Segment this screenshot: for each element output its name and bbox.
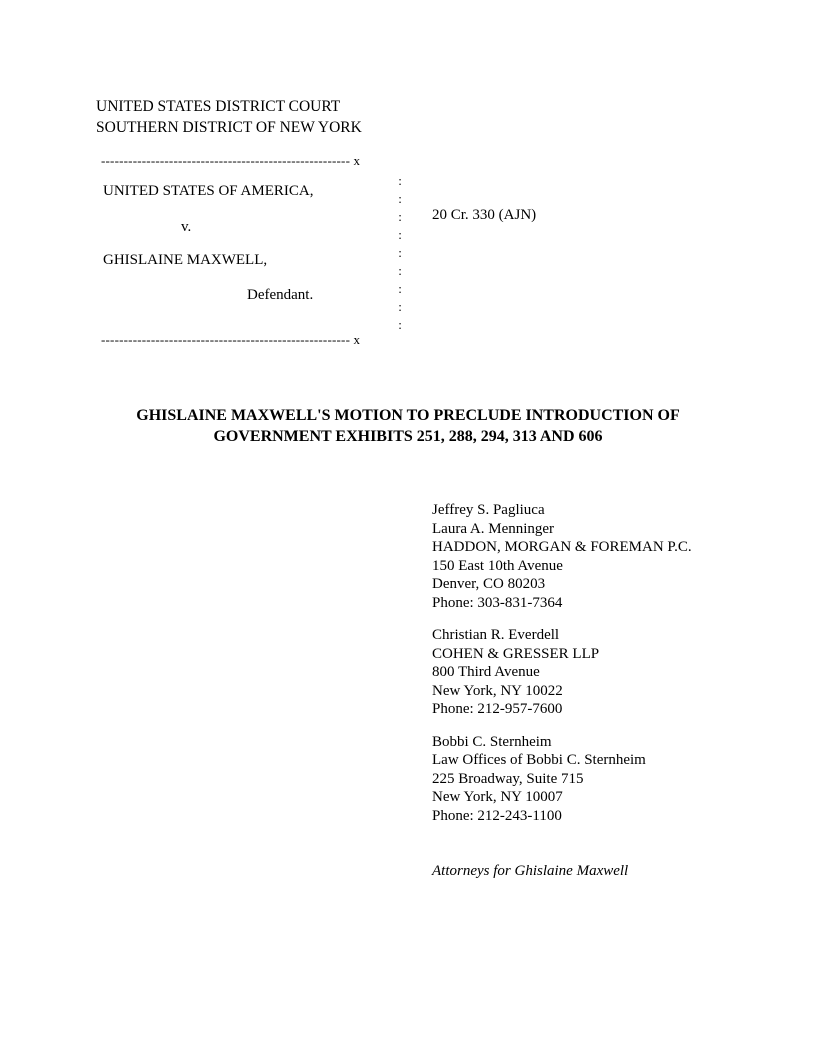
counsel-attorney-name: Christian R. Everdell — [432, 627, 560, 643]
court-name: UNITED STATES DISTRICT COURT — [96, 98, 341, 115]
counsel-block — [432, 626, 692, 719]
counsel-address: 225 Broadway, Suite 715 — [432, 770, 584, 787]
caption-defendant-role: Defendant. — [247, 287, 314, 303]
counsel-city: Denver, CO 80203 — [432, 576, 546, 592]
counsel-phone: Phone: 303-831-7364 — [432, 594, 563, 611]
counsel-address: 150 East 10th Avenue — [432, 557, 563, 574]
document-title-line: GHISLAINE MAXWELL'S MOTION TO PRECLUDE INTRODUCTION OF — [136, 407, 680, 424]
caption-versus: v. — [181, 219, 192, 235]
counsel-city: New York, NY 10022 — [432, 682, 563, 699]
caption-colon: : — [398, 245, 402, 260]
counsel-block — [432, 733, 692, 826]
counsel-firm-name: HADDON, MORGAN & FOREMAN P.C. — [432, 539, 692, 555]
caption-colon: : — [398, 173, 402, 188]
counsel-phone: Phone: 212-957-7600 — [432, 701, 563, 717]
counsel-address: 800 Third Avenue — [432, 664, 540, 680]
court-heading — [96, 97, 362, 138]
document-title — [0, 405, 816, 447]
caption-defendant: GHISLAINE MAXWELL, — [103, 252, 268, 268]
caption-colon: : — [398, 209, 402, 224]
counsel-attorney-name: Jeffrey S. Pagliuca — [432, 502, 545, 518]
counsel-phone: Phone: 212-243-1100 — [432, 807, 562, 824]
counsel-attorney-name: Bobbi C. Sternheim — [432, 733, 552, 750]
counsel-attorney-name: Laura A. Menninger — [432, 520, 555, 537]
counsel-firm-name: COHEN & GRESSER LLP — [432, 645, 600, 662]
caption-colon: : — [398, 281, 402, 296]
caption-colon: : — [398, 191, 402, 206]
case-number: 20 Cr. 330 (AJN) — [432, 207, 537, 223]
caption-colon-column — [397, 172, 403, 334]
attorneys-for-line: Attorneys for Ghislaine Maxwell — [432, 863, 629, 879]
caption-colon: : — [398, 317, 402, 332]
counsel-city: New York, NY 10007 — [432, 789, 563, 805]
caption-colon: : — [398, 227, 402, 242]
counsel-signature-block — [432, 501, 692, 839]
document-title-line: GOVERNMENT EXHIBITS 251, 288, 294, 313 AND 606 — [213, 428, 603, 445]
caption-colon: : — [398, 299, 402, 314]
caption-colon: : — [398, 263, 402, 278]
caption-plaintiff: UNITED STATES OF AMERICA, — [103, 183, 314, 199]
counsel-block — [432, 501, 692, 612]
court-district: SOUTHERN DISTRICT OF NEW YORK — [96, 118, 362, 136]
caption-border-top: ------------------------------------------------------- x — [101, 153, 361, 168]
caption-border-bottom: ------------------------------------------------------- x — [101, 332, 361, 347]
counsel-firm-name: Law Offices of Bobbi C. Sternheim — [432, 752, 646, 768]
